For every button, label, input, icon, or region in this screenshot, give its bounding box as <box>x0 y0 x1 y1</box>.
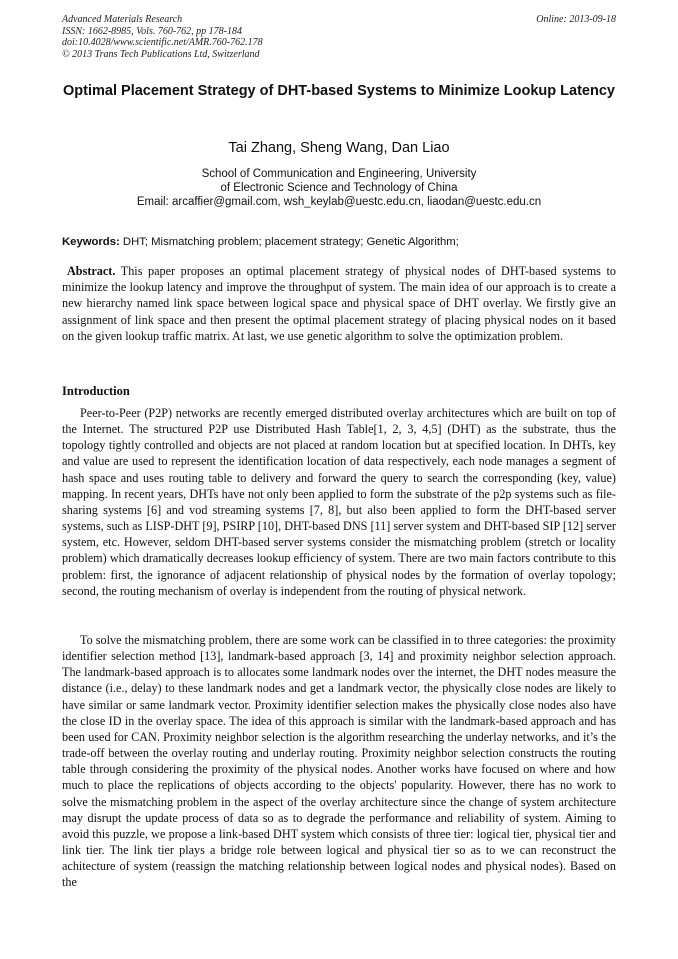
keywords-label: Keywords: <box>62 236 120 248</box>
journal-header <box>62 14 616 60</box>
affiliation-line-1: School of Communication and Engineering, University <box>201 168 477 180</box>
keywords <box>62 235 616 249</box>
issn-line: ISSN: 1662-8985, Vols. 760-762, pp 178-184 <box>62 25 242 37</box>
doi-line: doi:10.4028/www.scientific.net/AMR.760-762.178 <box>62 37 263 48</box>
abstract-label: Abstract. <box>67 264 116 278</box>
abstract <box>62 263 616 344</box>
introduction-paragraph-1: Peer-to-Peer (P2P) networks are recently emerged distributed overlay architectures which are built on top of the Internet. The structured P2P use Distributed Hash Table[1, 2, 3, 4,5] (DHT) as the substrate, thus the topology tightly controlled and objects are not placed at random location but at specified location. In DHTs, key and value are used to represent the identification location of data respectively, each node manages a segment of hash space and uses routing table to delivery and forward the query to search the corresponding (key, value) mapping. In recent years, DHTs have not only been applied to form the substrate of the p2p systems such as file-sharing systems [6] and vod streaming systems [7, 8], but also been applied to form the DHT-based server systems, such as LISP-DHT [9], PSIRP [10], DHT-based DNS [11] server system and DHT-based SIP [12] server system, etc. However, seldom DHT-based server systems consider the mismatching problem (stretch or locality problem) which dramatically decreases lookup efficiency of system. There are two main factors contribute to this problem: first, the ignorance of adjacent relationship of physical nodes by the formation of overlay topology; second, the routing mechanism of overlay is independent from the routing of physical network. <box>62 406 616 598</box>
section-heading-introduction: Introduction <box>62 384 130 398</box>
author-emails: Email: arcaffier@gmail.com, wsh_keylab@uestc.edu.cn, liaodan@uestc.edu.cn <box>136 196 542 208</box>
affiliation <box>62 167 616 209</box>
online-date: Online: 2013-09-18 <box>536 14 616 25</box>
journal-name: Advanced Materials Research <box>62 14 183 25</box>
paper-title: Optimal Placement Strategy of DHT-based Systems to Minimize Lookup Latency <box>63 83 615 99</box>
affiliation-line-2: of Electronic Science and Technology of China <box>220 182 458 194</box>
abstract-text: This paper proposes an optimal placement strategy of physical nodes of DHT-based systems to minimize the lookup latency and improve the throughput of system. The main idea of our approach is to create a new hierarchy named link space between logical space and physical space of DHT overlay. We firstly give an assignment of link space and then present the optimal placement strategy of placing physical nodes on it based on the given lookup traffic matrix. At last, we use genetic algorithm to solve the optimization problem. <box>62 264 616 343</box>
keywords-text: DHT; Mismatching problem; placement strategy; Genetic Algorithm; <box>119 236 459 248</box>
copyright-line: © 2013 Trans Tech Publications Ltd, Switzerland <box>62 48 260 60</box>
authors: Tai Zhang, Sheng Wang, Dan Liao <box>228 140 450 156</box>
introduction-paragraph-2: To solve the mismatching problem, there are some work can be classified in to three categories: the proximity identifier selection method [13], landmark-based approach [3, 14] and proximity neighbor selection approach. The landmark-based approach is to allocates some landmark nodes over the internet, the DHT nodes measure the distance (i.e., delay) to these landmark nodes and get a landmark vector, the physically close nodes are likely to have similar or same landmark vector. Proximity identifier selection makes the physically close nodes also have the close ID in the overlay space. The idea of this approach is similar with the landmark-based approach and has been used for CAN. Proximity neighbor selection is the algorithm researching the underlay networks, and it’s the trade-off between the overlay routing and underlay routing. Proximity neighbor selection constructs the routing table through considering the proximity of the physical nodes. Another works have focused on where and how much to place the replications of objects according to the objects' popularity. However, there has no work to solve the mismatching problem in the aspect of the overlay architecture since the change of system architecture may disrupt the update process of data so as to degrade the performance and reliability of system. Aiming to avoid this puzzle, we propose a link-based DHT system which consists of three tier: logical tier, physical tier and link tier. The link tier plays a bridge role between logical and physical tier so as to we can reconstruct the achitecture of system (reassign the matching relationship between logical nodes and physical nodes). Based on the <box>62 633 616 890</box>
